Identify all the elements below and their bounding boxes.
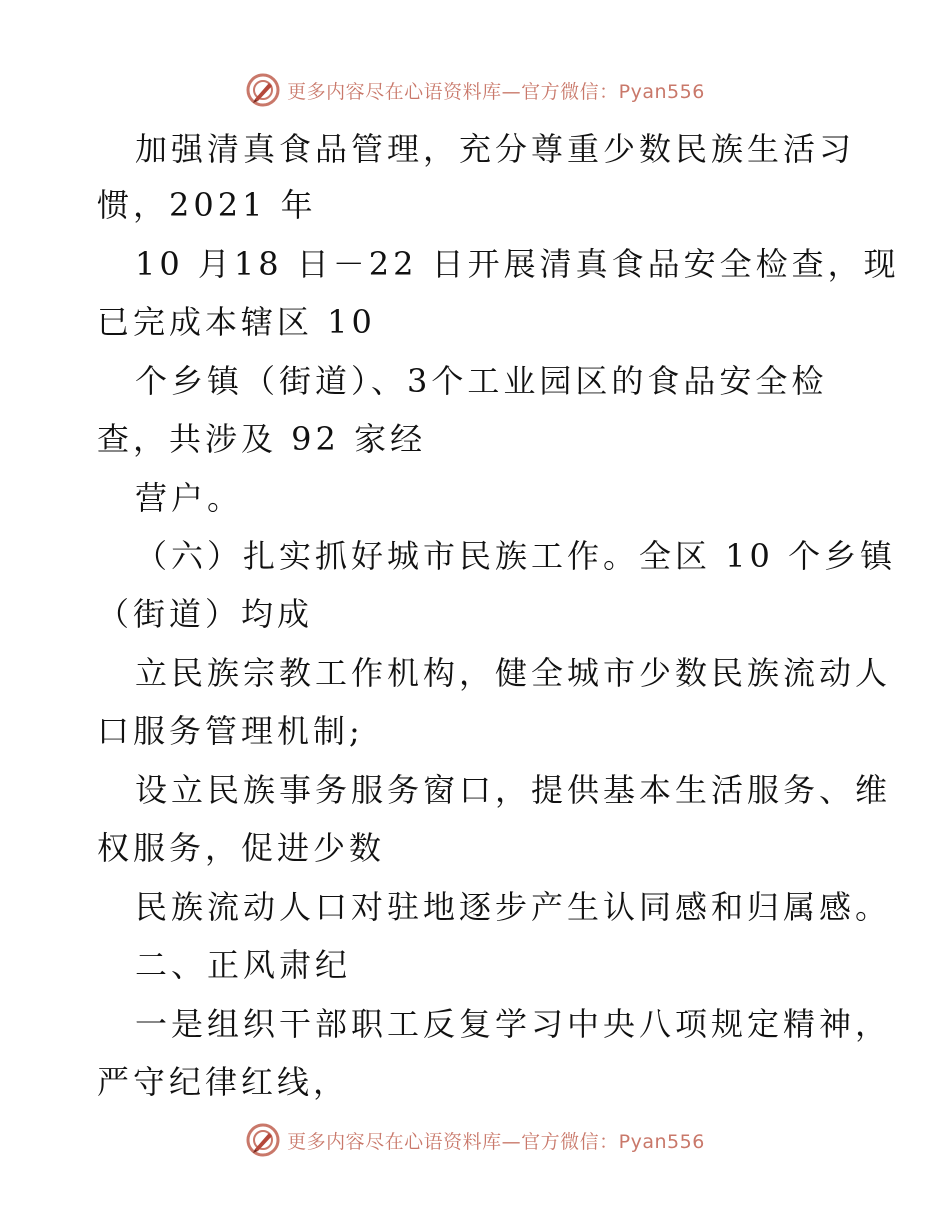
watermark-text: 更多内容尽在心语资料库—官方微信：Pyan556 bbox=[287, 1130, 705, 1153]
watermark-text: 更多内容尽在心语资料库—官方微信：Pyan556 bbox=[287, 80, 705, 103]
section-heading: （六）扎实抓好城市民族工作。全区 10 个乡镇 bbox=[135, 537, 897, 575]
paragraph-line: 10 月18 日－22 日开展清真食品安全检查，现 bbox=[135, 245, 900, 283]
paragraph-line: （街道）均成 bbox=[97, 595, 314, 633]
paragraph-line: 惯，2021 年 bbox=[97, 186, 317, 224]
paragraph-line: 加强清真食品管理，充分尊重少数民族生活习 bbox=[135, 130, 856, 168]
paragraph-line: 民族流动人口对驻地逐步产生认同感和归属感。 bbox=[135, 888, 892, 926]
paragraph-line: 立民族宗教工作机构，健全城市少数民族流动人 bbox=[135, 654, 892, 692]
paragraph-line: 严守纪律红线， bbox=[97, 1063, 350, 1101]
paragraph-line: 查，共涉及 92 家经 bbox=[97, 420, 427, 458]
paragraph-line: 个乡镇（街道）、3个工业园区的食品安全检 bbox=[135, 362, 828, 400]
paragraph-line: 口服务管理机制; bbox=[97, 712, 364, 750]
pen-circle-logo-icon bbox=[245, 72, 281, 108]
paragraph-line: 营户。 bbox=[135, 479, 244, 517]
paragraph-line: 已完成本辖区 10 bbox=[97, 303, 376, 341]
paragraph-line: 一是组织干部职工反复学习中央八项规定精神， bbox=[135, 1005, 892, 1043]
paragraph-line: 权服务，促进少数 bbox=[97, 829, 386, 867]
paragraph-line: 设立民族事务服务窗口，提供基本生活服务、维 bbox=[135, 771, 892, 809]
section-heading: 二、正风肃纪 bbox=[135, 946, 352, 984]
watermark-header bbox=[0, 70, 950, 110]
watermark-footer bbox=[0, 1120, 950, 1160]
pen-circle-logo-icon bbox=[245, 1122, 281, 1158]
